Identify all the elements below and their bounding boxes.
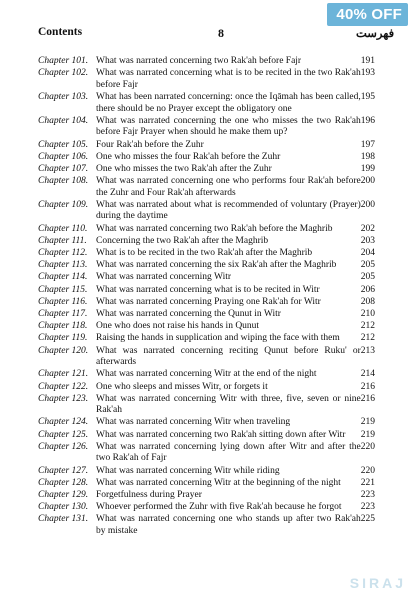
chapter-title: What was narrated concerning lying down after Witr and after the two Rak'ah of Fajr [96,441,361,464]
chapter-title: What has been narrated concerning: once the Iqāmah has been called, there should be no Prayer except the obligatory one [96,91,361,114]
chapter-title: What was narrated concerning the Qunut in Witr [96,308,281,319]
chapter-title-line [96,56,375,68]
chapter-title: What was narrated concerning Witr at the beginning of the night [96,477,341,488]
chapter-label: Chapter 120. [38,345,89,356]
toc-entry [38,502,375,514]
chapter-page-number: 212 [360,333,375,344]
chapter-label: Chapter 130. [38,502,89,513]
chapter-title-line [96,224,375,236]
chapter-page-number: 219 [360,429,375,440]
chapter-page-number: 216 [360,393,375,404]
toc-entry [38,68,375,91]
chapter-title-line [96,116,375,139]
chapter-page-number: 203 [360,235,375,246]
chapter-label: Chapter 123. [38,393,89,404]
chapter-title-line [96,514,375,537]
chapter-title-line [96,394,375,417]
chapter-page-number: 208 [360,296,375,307]
toc-entry [38,346,375,369]
chapter-label: Chapter 111. [38,235,87,246]
chapter-label: Chapter 126. [38,441,89,452]
table-of-contents [38,56,375,538]
chapter-title: What was narrated concerning one who performs four Rak'ah before the Zuhr and Four Rak'ah afterwards [96,176,361,198]
chapter-page-number: 200 [360,176,375,187]
chapter-title: Concerning the two Rak'ah after the Maghrib [96,235,269,246]
toc-entry [38,490,375,502]
chapter-page-number: 197 [360,139,375,150]
chapter-page-number: 205 [360,260,375,271]
watermark-logo: SIRAJ [349,575,406,591]
chapter-page-number: 210 [360,308,375,319]
toc-entry [38,430,375,442]
chapter-title: What was narrated concerning one who stands up after two Rak'ah by mistake [96,514,361,536]
chapter-title-line [96,382,375,394]
chapter-label: Chapter 118. [38,321,88,332]
chapter-page-number: 216 [360,381,375,392]
chapter-page-number: 198 [360,151,375,162]
toc-entry [38,56,375,68]
chapter-page-number: 213 [360,345,375,356]
chapter-title-line [96,369,375,381]
chapter-title-line [96,248,375,260]
chapter-page-number: 220 [360,465,375,476]
chapter-title-line [96,466,375,478]
chapter-page-number: 196 [360,115,375,126]
chapter-title-line [96,68,375,91]
chapter-page-number: 193 [360,68,375,79]
chapter-label: Chapter 110. [38,223,88,234]
toc-entry [38,200,375,223]
chapter-title: What was narrated concerning two Rak'ah before Fajr [96,56,302,66]
chapter-title: One who does not raise his hands in Qunut [96,321,260,332]
toc-entry [38,466,375,478]
toc-entry [38,369,375,381]
chapter-title: What was narrated concerning Witr when traveling [96,417,291,428]
chapter-title-line [96,285,375,297]
chapter-label: Chapter 109. [38,199,89,210]
toc-entry [38,140,375,152]
chapter-title: What was narrated concerning two Rak'ah before the Maghrib [96,223,333,234]
chapter-title-line [96,152,375,164]
chapter-label: Chapter 104. [38,115,89,126]
chapter-label: Chapter 114. [38,272,88,283]
chapter-page-number: 220 [360,441,375,452]
chapter-title-line [96,502,375,514]
chapter-page-number: 212 [360,321,375,332]
chapter-page-number: 202 [360,223,375,234]
chapter-page-number: 219 [360,417,375,428]
chapter-title: What was narrated about what is recommended of voluntary (Prayer) during the daytime [96,199,361,222]
chapter-title-line [96,417,375,429]
toc-entry [38,236,375,248]
header-arabic-title: فهرست [356,28,395,40]
chapter-label: Chapter 115. [38,284,88,295]
toc-entry [38,285,375,297]
chapter-page-number: 205 [360,272,375,283]
discount-badge[interactable]: 40% OFF [327,3,408,26]
chapter-label: Chapter 129. [38,490,89,500]
chapter-label: Chapter 101. [38,56,89,66]
chapter-page-number: 223 [360,502,375,513]
chapter-label: Chapter 121. [38,369,89,380]
toc-entry [38,92,375,115]
chapter-label: Chapter 131. [38,514,89,525]
chapter-label: Chapter 107. [38,163,89,174]
chapter-title: What was narrated concerning Witr [96,272,232,283]
toc-entry [38,309,375,321]
chapter-title-line [96,346,375,369]
header-contents-title: Contents [38,26,83,38]
chapter-label: Chapter 127. [38,465,89,476]
chapter-title-line [96,442,375,465]
chapter-title: What is to be recited in the two Rak'ah after the Maghrib [96,248,313,259]
chapter-title: What was narrated concerning what is to be recited in the two Rak'ah before Fajr [96,68,361,90]
chapter-label: Chapter 113. [38,260,88,271]
chapter-title: What was narrated concerning Witr with three, five, seven or nine Rak'ah [96,393,361,416]
chapter-page-number: 200 [360,199,375,210]
header-page-number: 8 [218,26,224,40]
chapter-label: Chapter 124. [38,417,89,428]
toc-entry [38,224,375,236]
page-header [0,26,414,42]
toc-entry [38,442,375,465]
chapter-title: What was narrated concerning Witr at the end of the night [96,369,317,380]
toc-entry [38,176,375,199]
toc-entry [38,116,375,139]
chapter-label: Chapter 103. [38,91,89,102]
chapter-label: Chapter 122. [38,381,89,392]
chapter-title: One who misses the four Rak'ah before the Zuhr [96,151,281,162]
chapter-title-line [96,430,375,442]
chapter-title: One who sleeps and misses Witr, or forgets it [96,381,268,392]
chapter-title-line [96,490,375,502]
toc-entry [38,478,375,490]
chapter-label: Chapter 105. [38,139,89,150]
chapter-label: Chapter 128. [38,477,89,488]
chapter-label: Chapter 125. [38,429,89,440]
chapter-title-line [96,297,375,309]
chapter-title-line [96,478,375,490]
chapter-title: What was narrated concerning the six Rak'ah after the Maghrib [96,260,337,271]
toc-entry [38,164,375,176]
chapter-page-number: 221 [360,477,375,488]
chapter-title: Raising the hands in supplication and wiping the face with them [96,333,340,344]
toc-entry [38,152,375,164]
chapter-page-number: 223 [360,490,375,500]
chapter-page-number: 225 [360,514,375,525]
chapter-page-number: 206 [360,284,375,295]
chapter-title-line [96,176,375,199]
toc-entry [38,248,375,260]
chapter-title-line [96,272,375,284]
chapter-page-number: 195 [360,91,375,102]
chapter-title: What was narrated concerning Praying one Rak'ah for Witr [96,296,321,307]
chapter-page-number: 204 [360,248,375,259]
chapter-title-line [96,140,375,152]
chapter-label: Chapter 116. [38,296,88,307]
chapter-title: Four Rak'ah before the Zuhr [96,139,204,150]
chapter-title-line [96,92,375,115]
chapter-page-number: 199 [360,163,375,174]
chapter-title-line [96,309,375,321]
chapter-label: Chapter 117. [38,308,88,319]
chapter-title-line [96,164,375,176]
chapter-title-line [96,321,375,333]
chapter-label: Chapter 112. [38,248,88,259]
toc-entry [38,260,375,272]
toc-entry [38,297,375,309]
toc-entry [38,321,375,333]
chapter-page-number: 214 [360,369,375,380]
toc-entry [38,417,375,429]
toc-entry [38,382,375,394]
toc-entry [38,272,375,284]
chapter-title: What was narrated concerning Witr while riding [96,465,280,476]
chapter-title: What was narrated concerning two Rak'ah sitting down after Witr [96,429,346,440]
chapter-title-line [96,260,375,272]
toc-entry [38,514,375,537]
chapter-label: Chapter 108. [38,176,89,187]
chapter-label: Chapter 119. [38,333,88,344]
chapter-title: What was narrated concerning reciting Qunut before Ruku' or afterwards [96,345,361,368]
chapter-title: Whoever performed the Zuhr with five Rak'ah because he forgot [96,502,342,513]
toc-entry [38,394,375,417]
chapter-label: Chapter 102. [38,68,89,79]
chapter-page-number: 191 [360,56,375,66]
chapter-label: Chapter 106. [38,151,89,162]
chapter-title-line [96,236,375,248]
chapter-title-line [96,333,375,345]
chapter-title: What was narrated concerning what is to be recited in Witr [96,284,320,295]
chapter-title: What was narrated concerning the one who misses the two Rak'ah before Fajr Prayer when should he make them up? [96,115,361,138]
chapter-title-line [96,200,375,223]
chapter-title: Forgetfulness during Prayer [96,490,202,500]
chapter-title: One who misses the two Rak'ah after the Zuhr [96,163,272,174]
toc-entry [38,333,375,345]
